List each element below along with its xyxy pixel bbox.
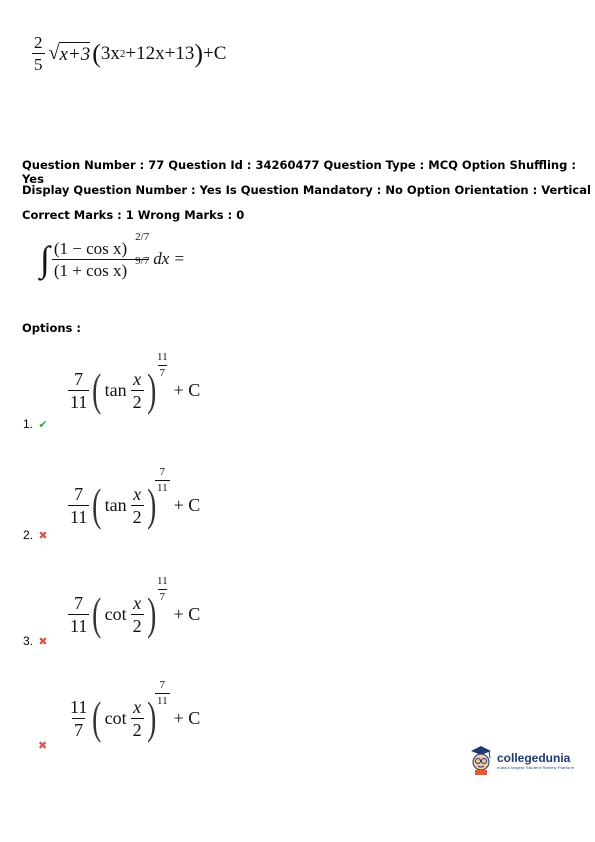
denominator-base: (1 + cos x) xyxy=(53,260,128,280)
option-tail: + C xyxy=(173,603,201,624)
option-arg-denominator: 2 xyxy=(132,506,142,527)
previous-answer-expression xyxy=(32,34,226,73)
integral-sign: ∫ xyxy=(40,239,50,279)
option-exp-numerator: 11 xyxy=(157,351,168,363)
options-heading: Options : xyxy=(22,321,81,335)
option-1-label[interactable] xyxy=(23,417,48,431)
option-3-label[interactable] xyxy=(23,634,48,648)
option-exp-numerator: 7 xyxy=(159,466,166,478)
option-coef-denominator: 11 xyxy=(70,615,88,636)
option-coef-numerator: 11 xyxy=(70,696,88,717)
option-exponent xyxy=(155,680,170,707)
coef-numerator: 2 xyxy=(34,33,43,52)
option-open-paren: ( xyxy=(92,364,102,415)
option-arg-numerator: x xyxy=(133,368,142,389)
option-function: tan xyxy=(104,379,127,400)
option-exp-denominator: 7 xyxy=(159,591,166,603)
wrong-cross-icon: ✖ xyxy=(38,530,48,542)
wrong-cross-icon: ✖ xyxy=(38,636,48,648)
option-exp-numerator: 7 xyxy=(159,679,166,691)
numerator-exponent: 2/7 xyxy=(135,230,150,243)
option-number: 3. xyxy=(23,634,34,648)
option-argument xyxy=(131,594,144,635)
expr-term-a-exponent: 2 xyxy=(119,47,126,60)
question-meta-line1: Question Number : 77 Question Id : 34260477 Question Type : MCQ Option Shuffling : Yes xyxy=(22,158,576,186)
option-exp-denominator: 11 xyxy=(157,695,168,707)
option-arg-denominator: 2 xyxy=(132,719,142,740)
option-exponent xyxy=(155,467,170,494)
option-coef-denominator: 11 xyxy=(70,391,88,412)
question-integral xyxy=(40,230,185,280)
option-number: 2. xyxy=(23,528,34,542)
option-coef xyxy=(68,594,89,635)
option-tail: + C xyxy=(173,494,201,515)
option-exp-numerator: 11 xyxy=(157,575,168,587)
option-1-expression xyxy=(68,351,201,420)
option-arg-denominator: 2 xyxy=(132,391,142,412)
option-coef xyxy=(68,485,89,526)
option-coef-numerator: 7 xyxy=(74,368,84,389)
coefficient-fraction xyxy=(32,34,45,73)
option-argument xyxy=(131,698,144,739)
option-close-paren: ) xyxy=(146,479,156,530)
option-2-expression xyxy=(68,466,201,535)
option-exponent xyxy=(155,576,170,603)
option-close-paren: ) xyxy=(146,364,156,415)
numerator-base: (1 − cos x) xyxy=(53,238,128,258)
option-open-paren: ( xyxy=(92,588,102,639)
integrand-fraction xyxy=(52,230,150,280)
option-tail: + C xyxy=(173,707,201,728)
option-coef-numerator: 7 xyxy=(74,483,84,504)
question-meta-line3: Correct Marks : 1 Wrong Marks : 0 xyxy=(22,208,245,222)
correct-check-icon: ✔ xyxy=(38,419,48,431)
option-tail: + C xyxy=(173,379,201,400)
option-coef-numerator: 7 xyxy=(74,592,84,613)
option-coef-denominator: 11 xyxy=(70,506,88,527)
option-arg-denominator: 2 xyxy=(132,615,142,636)
option-3-expression xyxy=(68,575,201,644)
radical-sign: √ xyxy=(48,42,60,64)
option-arg-numerator: x xyxy=(133,483,142,504)
option-coef xyxy=(68,370,89,411)
option-arg-numerator: x xyxy=(133,592,142,613)
option-open-paren: ( xyxy=(92,479,102,530)
option-coef-denominator: 7 xyxy=(74,719,84,740)
collegedunia-logo xyxy=(468,745,575,775)
option-number: 1. xyxy=(23,417,34,431)
open-paren: ( xyxy=(92,38,101,68)
dx-equals: dx = xyxy=(153,249,185,268)
option-function: cot xyxy=(104,603,127,624)
logo-text xyxy=(497,751,575,770)
option-argument xyxy=(131,370,144,411)
option-exponent xyxy=(155,352,170,379)
question-meta-line2: Display Question Number : Yes Is Question Mandatory : No Option Orientation : Vertical xyxy=(22,183,591,197)
expr-term-b: +12x+13 xyxy=(125,42,195,64)
option-close-paren: ) xyxy=(146,588,156,639)
option-4-label[interactable] xyxy=(36,738,47,752)
option-function: cot xyxy=(104,707,127,728)
mascot-icon xyxy=(468,745,494,775)
logo-name: collegedunia xyxy=(497,750,571,765)
option-open-paren: ( xyxy=(92,692,102,743)
option-2-label[interactable] xyxy=(23,528,48,542)
logo-tagline: India's largest Student Review Platform xyxy=(497,764,575,770)
option-4-expression xyxy=(68,679,201,748)
option-function: tan xyxy=(104,494,127,515)
option-exp-denominator: 7 xyxy=(159,367,166,379)
constant-tail: +C xyxy=(203,42,227,64)
radicand: x+3 xyxy=(59,43,91,65)
integrand-denominator xyxy=(52,254,150,280)
wrong-cross-icon: ✖ xyxy=(38,740,48,752)
option-coef xyxy=(68,698,89,739)
option-exp-denominator: 11 xyxy=(157,482,168,494)
option-close-paren: ) xyxy=(146,692,156,743)
close-paren: ) xyxy=(194,38,204,68)
denominator-exponent: 9/7 xyxy=(135,254,150,267)
option-arg-numerator: x xyxy=(133,696,142,717)
expr-term-a: 3x xyxy=(100,42,120,64)
option-argument xyxy=(131,485,144,526)
coef-denominator: 5 xyxy=(34,55,43,74)
